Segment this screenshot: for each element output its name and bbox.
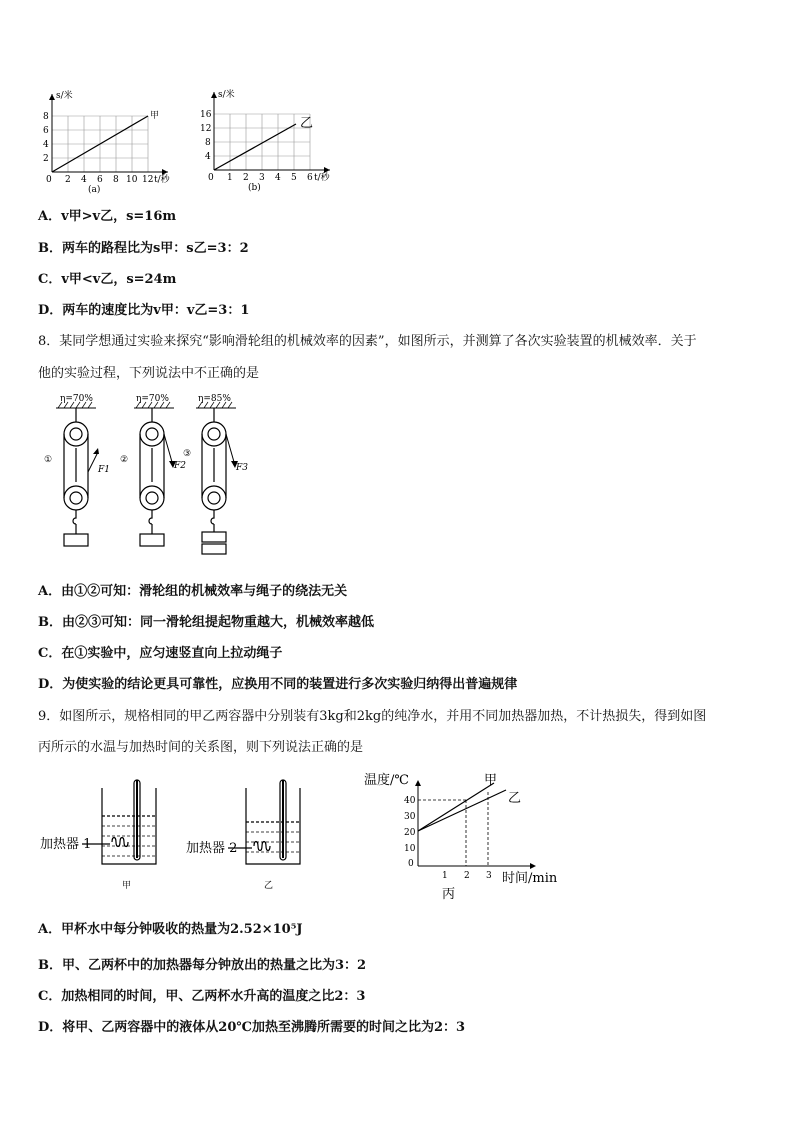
q9-option-b: B．甲、乙两杯中的加热器每分钟放出的热量之比为3：2 — [38, 958, 367, 973]
svg-text:4: 4 — [81, 175, 87, 185]
svg-text:4: 4 — [43, 140, 49, 150]
setup-number-2: ② — [120, 455, 129, 465]
svg-text:4: 4 — [275, 173, 281, 183]
beaker-caption-yi: 乙 — [264, 881, 274, 891]
q7-option-a: A．v甲>v乙，s=16m — [38, 209, 177, 224]
line-jia — [418, 783, 494, 831]
svg-text:20: 20 — [404, 828, 416, 838]
distance-time-graph-b — [196, 86, 346, 194]
graph-caption: 丙 — [442, 887, 456, 902]
svg-text:8: 8 — [205, 138, 211, 148]
line-label: 乙 — [300, 116, 314, 131]
svg-text:3: 3 — [259, 173, 265, 183]
q7-option-d: D．两车的速度比为v甲：v乙=3：1 — [38, 303, 250, 318]
svg-text:1: 1 — [227, 173, 233, 183]
line-yi — [214, 124, 296, 170]
force-f2: F2 — [174, 461, 186, 471]
svg-text:10: 10 — [126, 175, 138, 185]
q9-option-d: D．将甲、乙两容器中的液体从20℃加热至沸腾所需要的时间之比为2：3 — [38, 1020, 466, 1035]
x-axis-label: t/秒 — [314, 173, 330, 183]
svg-text:2: 2 — [464, 871, 470, 881]
force-f1: F1 — [98, 465, 110, 475]
svg-text:1: 1 — [442, 871, 448, 881]
beaker-jia-figure — [40, 776, 180, 896]
svg-text:0: 0 — [46, 175, 52, 185]
heater-2-label: 加热器 2 — [186, 841, 238, 856]
line-label-jia: 甲 — [484, 773, 498, 788]
svg-text:0: 0 — [408, 859, 414, 869]
q8-option-d: D．为使实验的结论更具可靠性，应换用不同的装置进行多次实验归纳得出普遍规律 — [38, 677, 518, 692]
q7-option-c: C．v甲<v乙，s=24m — [38, 272, 177, 287]
caption: (b) — [248, 183, 261, 193]
efficiency-3: η=85% — [198, 394, 231, 404]
x-axis-label: t/秒 — [154, 175, 170, 185]
svg-text:6: 6 — [307, 173, 313, 183]
pulley-experiment-figure — [40, 392, 250, 562]
svg-text:6: 6 — [43, 126, 49, 136]
force-f3: F3 — [236, 463, 248, 473]
svg-text:16: 16 — [200, 110, 212, 120]
line-label-yi: 乙 — [508, 791, 522, 806]
q7-option-b: B．两车的路程比为s甲：s乙=3：2 — [38, 241, 249, 256]
setup-number-3: ③ — [183, 449, 192, 459]
svg-text:5: 5 — [291, 173, 297, 183]
svg-text:2: 2 — [243, 173, 249, 183]
svg-text:2: 2 — [65, 175, 71, 185]
svg-text:3: 3 — [486, 871, 492, 881]
q9-option-a: A．甲杯水中每分钟吸收的热量为2.52×10⁵J — [38, 922, 303, 937]
q8-option-c: C．在①实验中，应匀速竖直向上拉动绳子 — [38, 646, 283, 661]
q9-stem-line1: 9．如图所示，规格相同的甲乙两容器中分别装有3kg和2kg的纯净水，并用不同加热器加热，不计热损失，得到如图 — [38, 709, 707, 724]
beaker-yi-figure — [186, 776, 316, 896]
svg-text:8: 8 — [43, 112, 49, 122]
line-label: 甲 — [150, 111, 160, 121]
svg-text:30: 30 — [404, 812, 416, 822]
temperature-time-graph — [364, 768, 574, 904]
efficiency-2: η=70% — [136, 394, 169, 404]
svg-text:2: 2 — [43, 154, 49, 164]
y-axis-label: s/米 — [56, 91, 73, 101]
q8-option-a: A．由①②可知：滑轮组的机械效率与绳子的绕法无关 — [38, 584, 348, 599]
svg-text:8: 8 — [113, 175, 119, 185]
heater-1-label: 加热器 1 — [40, 837, 92, 852]
svg-text:4: 4 — [205, 152, 211, 162]
svg-text:0: 0 — [208, 173, 214, 183]
q9-option-c: C．加热相同的时间，甲、乙两杯水升高的温度之比2：3 — [38, 989, 366, 1004]
x-axis-label: 时间/min — [502, 871, 558, 886]
svg-text:12: 12 — [200, 124, 212, 134]
y-axis-label: s/米 — [218, 90, 235, 100]
q9-stem-line2: 丙所示的水温与加热时间的关系图，则下列说法正确的是 — [38, 740, 364, 755]
beaker-caption-jia: 甲 — [122, 881, 132, 891]
svg-text:12: 12 — [142, 175, 154, 185]
setup-number-1: ① — [44, 455, 53, 465]
svg-text:10: 10 — [404, 844, 416, 854]
svg-text:6: 6 — [97, 175, 103, 185]
efficiency-1: η=70% — [60, 394, 93, 404]
line-yi — [418, 790, 506, 831]
q8-option-b: B．由②③可知：同一滑轮组提起物重越大，机械效率越低 — [38, 615, 374, 630]
q8-stem-line2: 他的实验过程，下列说法中不正确的是 — [38, 366, 260, 381]
caption: (a) — [88, 185, 101, 194]
q8-stem-line1: 8．某同学想通过实验来探究“影响滑轮组的机械效率的因素”，如图所示，并测算了各次实验装置的机械效率．关于 — [38, 334, 697, 349]
y-axis-label: 温度/℃ — [364, 773, 409, 788]
distance-time-graph-a — [38, 86, 188, 194]
svg-text:40: 40 — [404, 796, 416, 806]
